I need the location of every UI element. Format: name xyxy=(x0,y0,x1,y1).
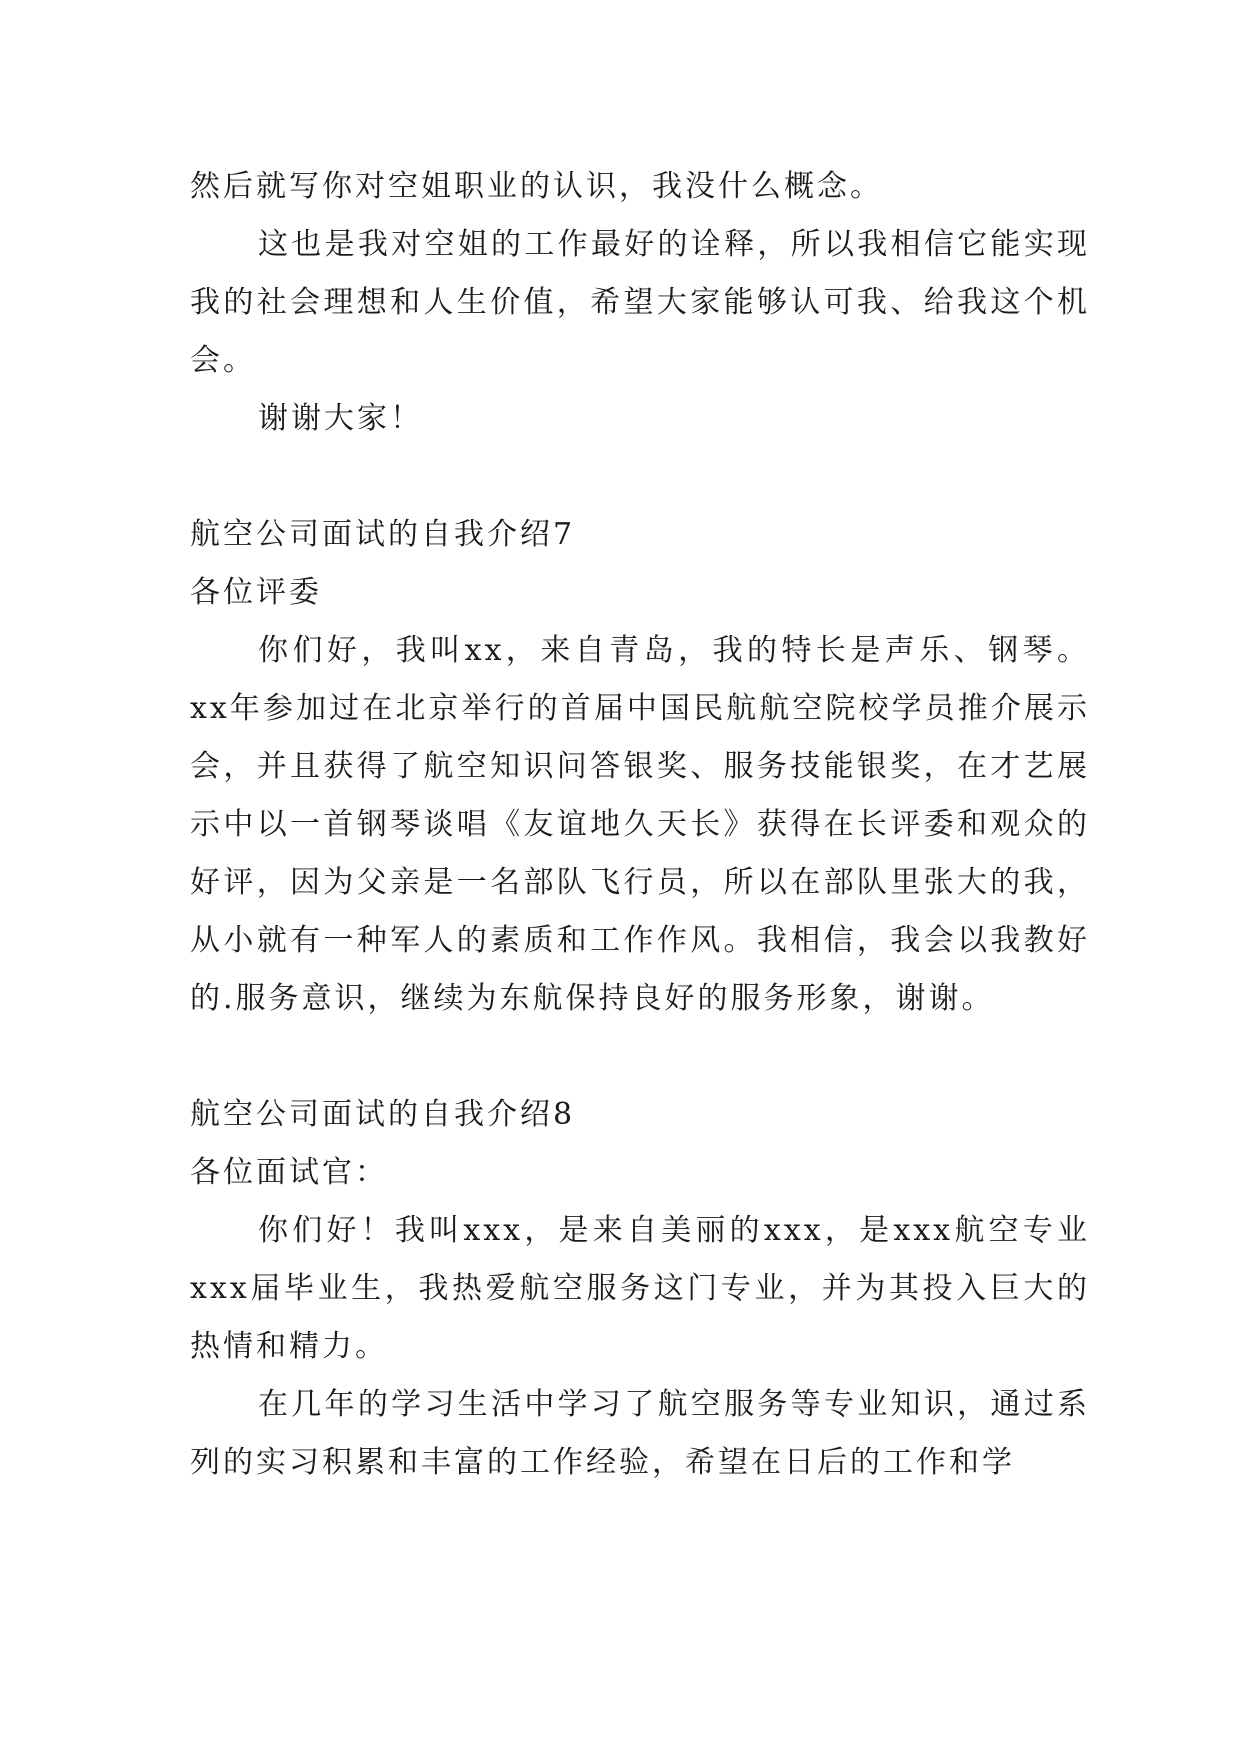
paragraph: 在几年的学习生活中学习了航空服务等专业知识，通过系列的实习积累和丰富的工作经验，希望在日后的工作和学 xyxy=(190,1387,1090,1480)
paragraph: 谢谢大家！ xyxy=(258,401,423,436)
salutation: 各位评委 xyxy=(190,575,322,610)
paragraph: 然后就写你对空姐职业的认识，我没什么概念。 xyxy=(190,169,883,204)
section-title: 航空公司面试的自我介绍7 xyxy=(190,517,576,552)
section-title: 航空公司面试的自我介绍8 xyxy=(190,1097,576,1132)
document-body xyxy=(190,158,1090,1492)
salutation: 各位面试官： xyxy=(190,1155,388,1190)
paragraph: 你们好，我叫xx，来自青岛，我的特长是声乐、钢琴。xx年参加过在北京举行的首届中国民航航空院校学员推介展示会，并且获得了航空知识问答银奖、服务技能银奖，在才艺展示中以一首钢琴谈唱《友谊地久天长》获得在长评委和观众的好评，因为父亲是一名部队飞行员，所以在部队里张大的我，从小就有一种军人的素质和工作作风。我相信，我会以我教好的.服务意识，继续为东航保持良好的服务形象，谢谢。 xyxy=(190,633,1090,1016)
paragraph: 你们好！我叫xxx，是来自美丽的xxx，是xxx航空专业xxx届毕业生，我热爱航空服务这门专业，并为其投入巨大的热情和精力。 xyxy=(190,1213,1090,1364)
paragraph: 这也是我对空姐的工作最好的诠释，所以我相信它能实现我的社会理想和人生价值，希望大家能够认可我、给我这个机会。 xyxy=(190,227,1090,378)
